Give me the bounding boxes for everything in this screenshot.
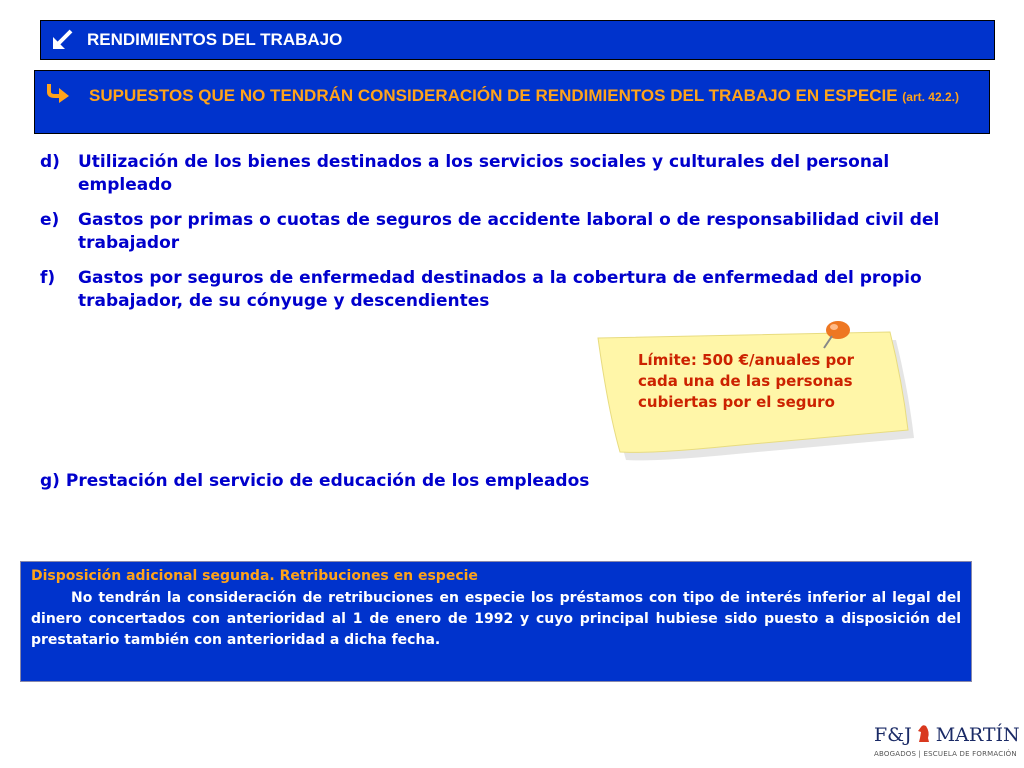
list-item — [40, 209, 960, 255]
company-logo — [868, 718, 1018, 762]
list-item — [40, 267, 960, 313]
pushpin-icon — [818, 318, 858, 352]
logo-wordmark — [874, 722, 1020, 746]
logo-right: MARTÍN — [935, 724, 1020, 746]
item-marker: d) — [40, 152, 60, 172]
section-heading-text: SUPUESTOS QUE NO TENDRÁN CONSIDERACIÓN DE RENDIMIENTOS DEL TRABAJO EN ESPECIE — [89, 86, 898, 105]
article-reference: (art. 42.2.) — [902, 90, 959, 104]
sticky-note — [590, 320, 925, 470]
item-text: Utilización de los bienes destinados a los servicios sociales y culturales del personal empleado — [78, 152, 890, 195]
logo-left: F&J — [874, 724, 912, 746]
item-marker: f) — [40, 268, 56, 288]
subheader-bar — [34, 70, 990, 134]
item-text: Gastos por seguros de enfermedad destinados a la cobertura de enfermedad del propio trabajador, de su cónyuge y descendientes — [78, 268, 922, 311]
logo-subtitle: ABOGADOS | ESCUELA DE FORMACIÓN — [874, 750, 1017, 758]
arrow-down-left-icon — [49, 27, 75, 53]
note-text: Límite: 500 €/anuales por cada una de las personas cubiertas por el seguro — [638, 351, 854, 411]
item-list — [40, 151, 960, 325]
header-bar — [40, 20, 995, 60]
item-marker: e) — [40, 210, 60, 230]
knight-icon — [916, 722, 932, 744]
disposition-box — [20, 561, 972, 682]
page-title: RENDIMIENTOS DEL TRABAJO — [87, 30, 343, 49]
list-item — [40, 151, 960, 197]
disposition-body: No tendrán la consideración de retribuciones en especie los préstamos con tipo de interés inferior al legal del dinero concertados con anterioridad al 1 de enero de 1992 y cuyo principal hubiese sido puesto a disposición del prestatario también con anterioridad a dicha fecha. — [31, 590, 961, 648]
item-g-text: g) Prestación del servicio de educación de los empleados — [40, 471, 590, 491]
item-text: Gastos por primas o cuotas de seguros de accidente laboral o de responsabilidad civil del trabajador — [78, 210, 940, 253]
section-heading — [45, 84, 969, 109]
disposition-title: Disposición adicional segunda. Retribuciones en especie — [31, 568, 478, 584]
